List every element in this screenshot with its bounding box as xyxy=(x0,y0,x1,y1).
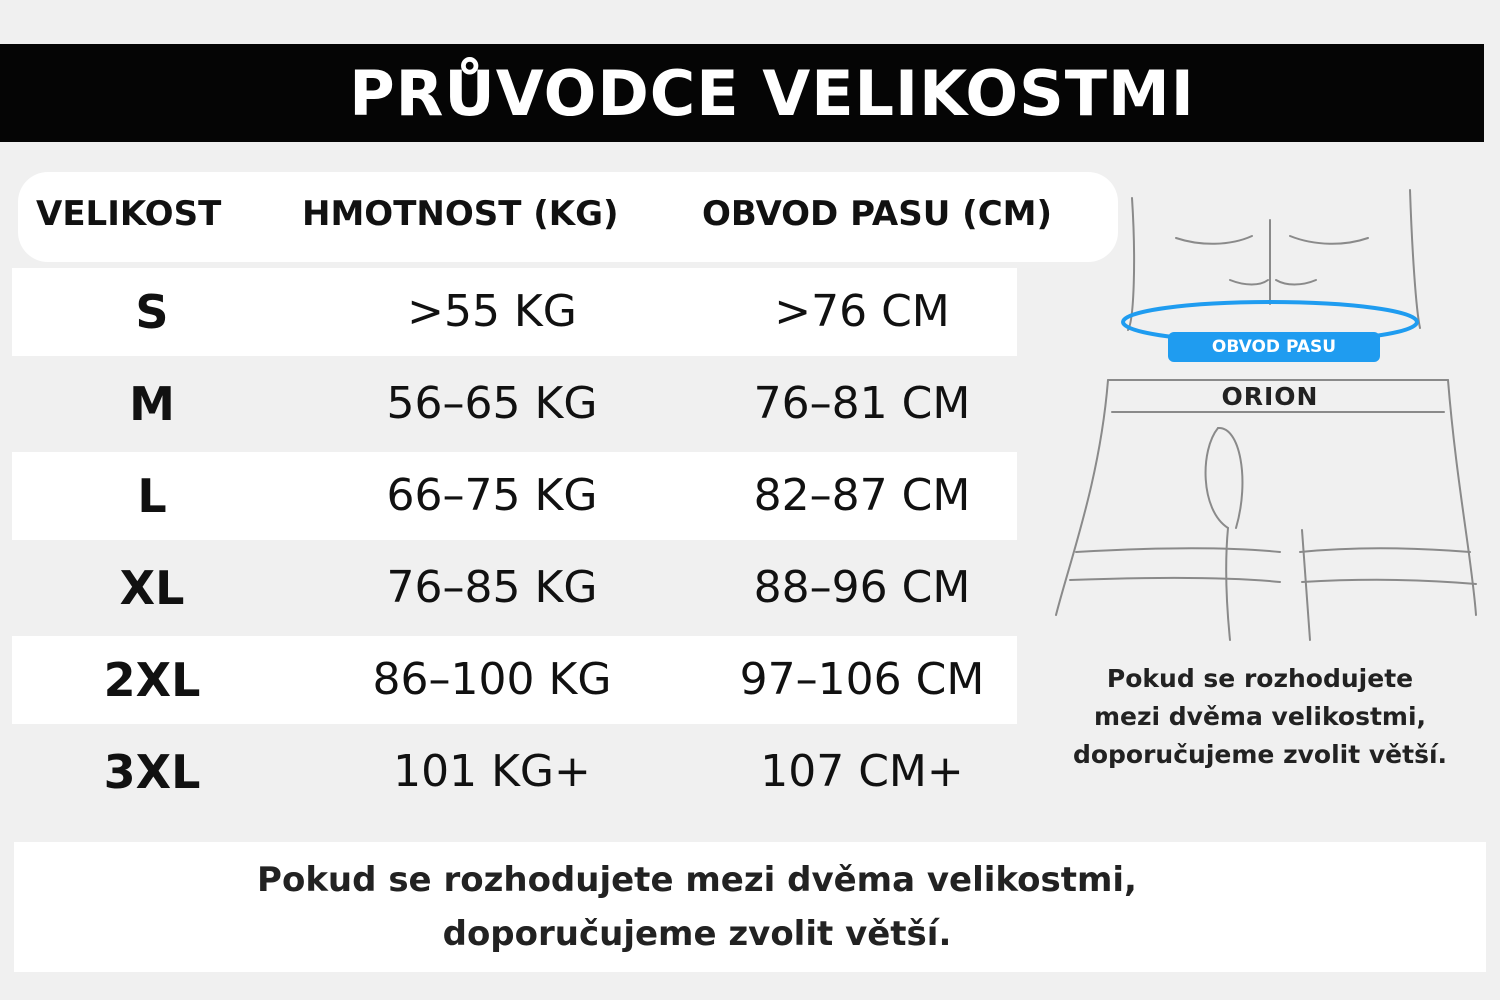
weight-cell: 76–85 KG xyxy=(386,562,598,613)
table-row xyxy=(12,636,1017,724)
waist-cell: 76–81 CM xyxy=(753,378,971,429)
waist-cell: 82–87 CM xyxy=(753,470,971,521)
table-row xyxy=(12,728,1017,816)
footer-note-line: Pokud se rozhodujete mezi dvěma velikostmi, xyxy=(257,860,1137,900)
table-row xyxy=(12,452,1017,540)
size-cell: M xyxy=(129,377,175,431)
size-cell: XL xyxy=(119,561,185,615)
size-cell: 2XL xyxy=(103,653,201,707)
weight-cell: 86–100 KG xyxy=(372,654,612,705)
weight-cell: 101 KG+ xyxy=(393,746,591,797)
side-note-line: Pokud se rozhodujete xyxy=(1106,664,1414,693)
waist-cell: 88–96 CM xyxy=(753,562,971,613)
header-waist: OBVOD PASU (CM) xyxy=(702,194,1053,234)
waist-label: OBVOD PASU xyxy=(1168,332,1380,362)
size-cell: S xyxy=(135,285,169,339)
table-row xyxy=(12,360,1017,448)
header-size: VELIKOST xyxy=(36,194,222,234)
size-cell: 3XL xyxy=(103,745,201,799)
side-note-line: doporučujeme zvolit větší. xyxy=(1072,740,1448,769)
title-bar xyxy=(0,44,1484,142)
body-diagram xyxy=(1040,180,1490,650)
brand-label: ORION xyxy=(1221,382,1319,411)
header-weight: HMOTNOST (KG) xyxy=(302,194,619,234)
weight-cell: >55 KG xyxy=(407,286,577,337)
page-title: PRŮVODCE VELIKOSTMI xyxy=(349,56,1195,130)
side-note xyxy=(1062,660,1458,774)
footer-note-box xyxy=(14,842,1486,972)
footer-note-line: doporučujeme zvolit větší. xyxy=(442,914,952,954)
weight-cell: 66–75 KG xyxy=(386,470,598,521)
table-row xyxy=(12,544,1017,632)
waist-cell: 107 CM+ xyxy=(760,746,964,797)
table-row xyxy=(12,268,1017,356)
waist-cell: 97–106 CM xyxy=(739,654,985,705)
size-cell: L xyxy=(137,469,167,523)
side-note-line: mezi dvěma velikostmi, xyxy=(1093,702,1427,731)
weight-cell: 56–65 KG xyxy=(386,378,598,429)
waist-cell: >76 CM xyxy=(774,286,950,337)
